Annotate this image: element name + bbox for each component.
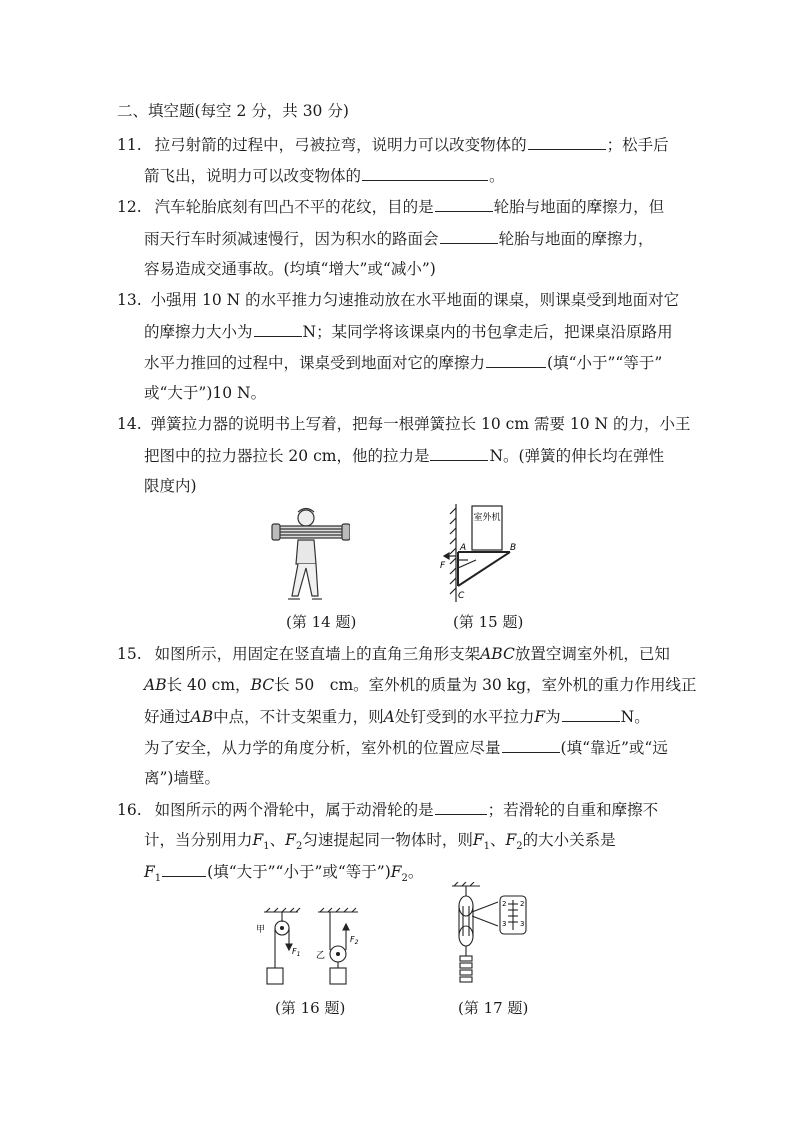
question-text: 汽车轮胎底刻有凹凸不平的花纹，目的是 bbox=[154, 198, 434, 216]
question-text: 2 bbox=[516, 841, 523, 853]
figure-14-spring-expander bbox=[268, 504, 350, 604]
figure-14-caption: (第 14 题) bbox=[286, 613, 357, 631]
scale-tick-label: 2 bbox=[520, 900, 525, 908]
question-text: F bbox=[505, 831, 517, 849]
figure-16-caption: (第 16 题) bbox=[275, 999, 346, 1017]
question-text: 2 bbox=[401, 873, 408, 885]
question-text: 或“大于”)10 N。 bbox=[144, 384, 267, 402]
question-text: F bbox=[472, 831, 484, 849]
question-text: 容易造成交通事故。(均填“增大”或“减小”) bbox=[144, 260, 436, 278]
question-text: 长 50 cm。室外机的质量为 30 kg，室外机的重力作用线正 bbox=[274, 676, 697, 694]
question-text: 1 bbox=[154, 873, 162, 885]
question-text: (填“小于”“等于” bbox=[547, 354, 663, 372]
answer-blank[interactable] bbox=[254, 321, 302, 337]
question-text: (填“靠近”或“远 bbox=[560, 739, 668, 757]
question-text: 处钉受到的水平拉力 bbox=[394, 708, 535, 726]
answer-blank[interactable] bbox=[435, 196, 493, 212]
question-number: 12. bbox=[117, 198, 142, 216]
section-title: 二、填空题(每空 2 分，共 30 分) bbox=[117, 102, 349, 120]
figure-16-pulleys bbox=[256, 906, 372, 996]
question-text: N。 bbox=[620, 708, 650, 726]
question-text: 轮胎与地面的摩擦力，但 bbox=[493, 198, 665, 216]
question-text: 匀速提起同一物体时，则 bbox=[302, 831, 473, 849]
figure-17-caption: (第 17 题) bbox=[458, 999, 529, 1017]
question-text: 计，当分别用力 bbox=[144, 831, 253, 849]
question-text: 离”)墙壁。 bbox=[144, 769, 220, 787]
figure-17-pulley-scale bbox=[450, 882, 542, 990]
question-text: 、 bbox=[269, 831, 286, 849]
answer-blank[interactable] bbox=[440, 228, 498, 244]
question-text: 小强用 10 N 的水平推力匀速推动放在水平地面的课桌，则课桌受到地面对它 bbox=[150, 291, 680, 309]
scale-tick-label: 3 bbox=[520, 920, 525, 928]
answer-blank[interactable] bbox=[562, 706, 620, 722]
question-text: 中点，不计支架重力，则 bbox=[213, 708, 384, 726]
question-text: 好通过 bbox=[144, 708, 191, 726]
question-text: 如图所示的两个滑轮中，属于动滑轮的是 bbox=[154, 801, 434, 819]
question-text: AB bbox=[190, 708, 214, 726]
force-label-f2: $F_2$ bbox=[350, 935, 359, 946]
question-text: 长 40 cm， bbox=[166, 676, 251, 694]
pulley-label-yi: 乙 bbox=[316, 951, 326, 961]
question-text: BC bbox=[250, 676, 275, 694]
question-text: 、 bbox=[489, 831, 506, 849]
answer-blank[interactable] bbox=[502, 737, 560, 753]
question-text: F bbox=[534, 708, 546, 726]
answer-blank[interactable] bbox=[162, 861, 206, 877]
question-text: AB bbox=[144, 676, 167, 694]
point-label-b: B bbox=[510, 543, 517, 553]
question-text: 为了安全，从力学的角度分析，室外机的位置应尽量 bbox=[144, 739, 501, 757]
question-text: N；某同学将该课桌内的书包拿走后，把课桌沿原路用 bbox=[302, 323, 673, 341]
scale-tick-label: 2 bbox=[502, 900, 507, 908]
question-text: N。(弹簧的伸长均在弹性 bbox=[489, 447, 665, 465]
answer-blank[interactable] bbox=[486, 352, 546, 368]
question-text: 弹簧拉力器的说明书上写着，把每一根弹簧拉长 10 cm 需要 10 N 的力，小王 bbox=[150, 415, 691, 433]
answer-blank[interactable] bbox=[430, 445, 488, 461]
question-text: 放置空调室外机，已知 bbox=[514, 645, 670, 663]
question-number: 16. bbox=[117, 801, 142, 819]
scale-tick-label: 3 bbox=[502, 920, 507, 928]
question-number: 13. bbox=[117, 291, 142, 309]
question-text: 。 bbox=[407, 863, 424, 881]
pulley-label-jia: 甲 bbox=[256, 925, 266, 935]
question-text: 2 bbox=[295, 841, 303, 853]
question-text: 箭飞出，说明力可以改变物体的 bbox=[144, 167, 362, 185]
question-text: F bbox=[144, 863, 155, 881]
question-text: 雨天行车时须减速慢行，因为积水的路面会 bbox=[144, 230, 439, 248]
figure-15-bracket bbox=[434, 504, 524, 604]
answer-blank[interactable] bbox=[435, 799, 487, 815]
figure-label: 室外机 bbox=[473, 513, 501, 523]
question-text: 轮胎与地面的摩擦力， bbox=[498, 230, 654, 248]
question-text: ；松手后 bbox=[606, 136, 669, 154]
question-text: F bbox=[390, 863, 402, 881]
question-text: 把图中的拉力器拉长 20 cm，他的拉力是 bbox=[144, 447, 430, 465]
question-text: 1 bbox=[263, 841, 270, 853]
point-label-c: C bbox=[458, 591, 465, 601]
question-text: 拉弓射箭的过程中，弓被拉弯，说明力可以改变物体的 bbox=[154, 136, 527, 154]
question-text: F bbox=[252, 831, 264, 849]
question-number: 11. bbox=[117, 136, 142, 154]
question-text: 限度内) bbox=[144, 477, 197, 495]
question-number: 15. bbox=[117, 645, 142, 663]
figure-15-caption: (第 15 题) bbox=[453, 613, 524, 631]
question-text: 水平力推回的过程中，课桌受到地面对它的摩擦力 bbox=[144, 354, 486, 372]
question-text: ；若滑轮的自重和摩擦不 bbox=[487, 801, 659, 819]
question-text: 的摩擦力大小为 bbox=[144, 323, 253, 341]
question-text: ABC bbox=[480, 645, 515, 663]
question-text: F bbox=[285, 831, 296, 849]
force-label-f1: $F_1$ bbox=[292, 947, 301, 958]
question-text: 。 bbox=[489, 167, 505, 185]
force-label-f: F bbox=[440, 561, 446, 571]
answer-blank[interactable] bbox=[528, 134, 606, 150]
question-text: A bbox=[383, 708, 395, 726]
question-text: (填“大于”“小于”或“等于”) bbox=[207, 863, 391, 881]
question-text: 1 bbox=[483, 841, 490, 853]
question-number: 14. bbox=[117, 415, 142, 433]
question-text: 为 bbox=[545, 708, 561, 726]
point-label-a: A bbox=[460, 543, 467, 553]
question-text: 的大小关系是 bbox=[522, 831, 616, 849]
question-text: 如图所示，用固定在竖直墙上的直角三角形支架 bbox=[154, 645, 481, 663]
answer-blank[interactable] bbox=[362, 165, 488, 181]
